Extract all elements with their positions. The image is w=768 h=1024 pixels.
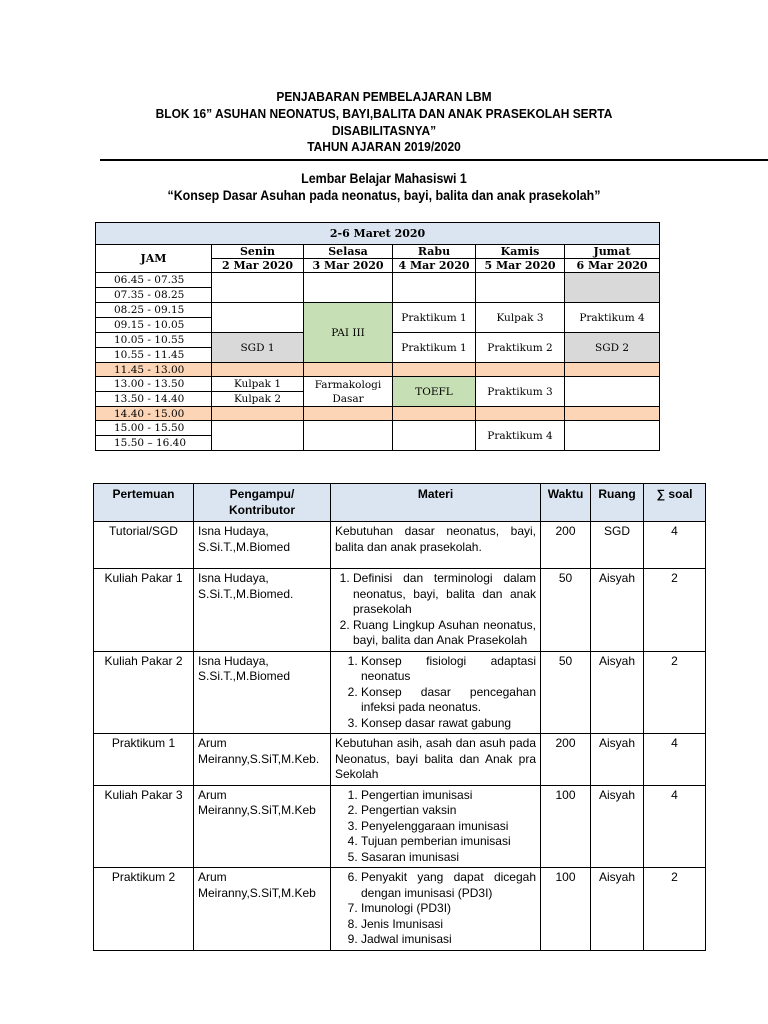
class-sgd-2: SGD 2	[565, 333, 660, 363]
dasar-label: Dasar	[332, 392, 364, 405]
empty-cell	[212, 303, 304, 333]
cell-materi	[331, 569, 541, 652]
class-praktikum-1: Praktikum 1	[393, 303, 476, 333]
table-row	[94, 868, 706, 951]
col-header-waktu: Waktu	[541, 484, 591, 522]
table-row	[94, 522, 706, 569]
doc-title-line-1: PENJABARAN PEMBELAJARAN LBM	[276, 89, 492, 104]
cell-pertemuan: Kuliah Pakar 2	[94, 651, 194, 734]
cell-ruang: Aisyah	[591, 734, 644, 786]
break-cell	[565, 407, 660, 421]
empty-cell	[304, 421, 393, 451]
class-pai-iii: PAI III	[304, 303, 393, 363]
cell-waktu: 200	[541, 522, 591, 569]
table-row	[94, 569, 706, 652]
doc-title-line-2: BLOK 16” ASUHAN NEONATUS, BAYI,BALITA DAN ANAK PRASEKOLAH SERTA	[155, 106, 613, 121]
cell-pengampu: Isna Hudaya, S.Si.T.,M.Biomed.	[194, 569, 331, 652]
class-sgd-1: SGD 1	[212, 333, 304, 363]
cell-soal: 2	[644, 569, 706, 652]
materi-item: 1. Definisi dan terminologi dalam neonatus, bayi, balita dan anak prasekolah	[353, 571, 536, 618]
materi-item: 4. Tujuan pemberian imunisasi	[361, 834, 536, 850]
cell-waktu: 50	[541, 569, 591, 652]
empty-cell	[393, 421, 476, 451]
empty-cell	[393, 273, 476, 303]
class-praktikum-2: Praktikum 2	[476, 333, 565, 363]
time-slot: 10.55 - 11.45	[96, 348, 212, 363]
time-slot: 09.15 - 10.05	[96, 318, 212, 333]
col-header-materi: Materi	[331, 484, 541, 522]
cell-waktu: 100	[541, 868, 591, 951]
class-praktikum-4: Praktikum 4	[565, 303, 660, 333]
cell-pertemuan: Kuliah Pakar 1	[94, 569, 194, 652]
cell-pengampu: Arum Meiranny,S.SiT,M.Keb	[194, 785, 331, 868]
day-date: 6 Mar 2020	[565, 259, 660, 273]
break-cell	[304, 363, 393, 377]
header-divider	[100, 159, 768, 161]
col-header-pertemuan: Pertemuan	[94, 484, 194, 522]
cell-pengampu: Arum Meiranny,S.SiT,M.Keb	[194, 868, 331, 951]
break-cell	[393, 363, 476, 377]
empty-cell	[565, 421, 660, 451]
cell-pertemuan: Kuliah Pakar 3	[94, 785, 194, 868]
class-kulpak-3: Kulpak 3	[476, 303, 565, 333]
empty-cell	[565, 273, 660, 303]
materi-item: 3. Penyelenggaraan imunisasi	[361, 819, 536, 835]
break-slot: 11.45 - 13.00	[96, 363, 212, 377]
cell-materi: Kebutuhan asih, asah dan asuh pada Neonatus, bayi balita dan Anak pra Sekolah	[331, 734, 541, 786]
col-header-ruang: Ruang	[591, 484, 644, 522]
cell-soal: 4	[644, 785, 706, 868]
materi-item: 7. Imunologi (PD3I)	[361, 901, 536, 917]
day-date: 3 Mar 2020	[304, 259, 393, 273]
time-slot: 13.00 - 13.50	[96, 377, 212, 392]
materi-item: 8. Jenis Imunisasi	[361, 917, 536, 933]
day-name: Selasa	[304, 245, 393, 259]
day-name: Jumat	[565, 245, 660, 259]
materi-item: 2. Konsep dasar pencegahan infeksi pada neonatus.	[361, 685, 536, 716]
time-slot: 10.05 - 10.55	[96, 333, 212, 348]
sheet-topic: “Konsep Dasar Asuhan pada neonatus, bayi, balita dan anak prasekolah”	[167, 188, 601, 203]
cell-pengampu: Arum Meiranny,S.SiT,M.Keb.	[194, 734, 331, 786]
empty-cell	[212, 421, 304, 451]
materi-item: 5. Sasaran imunisasi	[361, 850, 536, 866]
cell-ruang: Aisyah	[591, 785, 644, 868]
materi-item: 1. Pengertian imunisasi	[361, 788, 536, 804]
cell-waktu: 50	[541, 651, 591, 734]
farmakologi-label: Farmakologi	[314, 378, 382, 391]
class-praktikum-3: Praktikum 3	[476, 377, 565, 407]
materi-item: 9. Jadwal imunisasi	[361, 932, 536, 948]
class-farmakologi-dasar	[304, 377, 393, 407]
class-kulpak-2: Kulpak 2	[212, 392, 304, 407]
table-row	[94, 651, 706, 734]
cell-materi: Kebutuhan dasar neonatus, bayi, balita dan anak prasekolah.	[331, 522, 541, 569]
cell-ruang: SGD	[591, 522, 644, 569]
materi-item: 2. Pengertian vaksin	[361, 803, 536, 819]
break-cell	[304, 407, 393, 421]
empty-cell	[565, 377, 660, 407]
break-cell	[476, 363, 565, 377]
schedule-table	[95, 222, 660, 451]
day-name: Kamis	[476, 245, 565, 259]
time-slot: 15.50 – 16.40	[96, 436, 212, 451]
class-praktikum-1: Praktikum 1	[393, 333, 476, 363]
cell-materi	[331, 651, 541, 734]
cell-pengampu: Isna Hudaya, S.Si.T.,M.Biomed	[194, 651, 331, 734]
materi-item: 3. Konsep dasar rawat gabung	[361, 716, 536, 732]
class-praktikum-4: Praktikum 4	[476, 421, 565, 451]
break-cell	[476, 407, 565, 421]
time-slot: 15.00 - 15.50	[96, 421, 212, 436]
empty-cell	[476, 273, 565, 303]
cell-materi	[331, 785, 541, 868]
meeting-detail-table	[93, 483, 706, 951]
break-cell	[565, 363, 660, 377]
cell-soal: 4	[644, 734, 706, 786]
materi-item: 1. Konsep fisiologi adaptasi neonatus	[361, 654, 536, 685]
table-row	[94, 734, 706, 786]
col-header-pengampu: Pengampu/ Kontributor	[194, 484, 331, 522]
day-name: Senin	[212, 245, 304, 259]
time-slot: 07.35 - 08.25	[96, 288, 212, 303]
break-cell	[393, 407, 476, 421]
cell-ruang: Aisyah	[591, 651, 644, 734]
cell-materi	[331, 868, 541, 951]
cell-waktu: 100	[541, 785, 591, 868]
class-toefl: TOEFL	[393, 377, 476, 407]
day-date: 5 Mar 2020	[476, 259, 565, 273]
cell-pertemuan: Praktikum 2	[94, 868, 194, 951]
schedule-week: 2-6 Maret 2020	[96, 223, 660, 245]
day-date: 2 Mar 2020	[212, 259, 304, 273]
break-cell	[212, 363, 304, 377]
empty-cell	[212, 273, 304, 303]
cell-pertemuan: Tutorial/SGD	[94, 522, 194, 569]
class-kulpak-1: Kulpak 1	[212, 377, 304, 392]
jam-header: JAM	[96, 245, 212, 273]
cell-pertemuan: Praktikum 1	[94, 734, 194, 786]
day-date: 4 Mar 2020	[393, 259, 476, 273]
break-cell	[212, 407, 304, 421]
time-slot: 13.50 - 14.40	[96, 392, 212, 407]
cell-soal: 2	[644, 868, 706, 951]
day-name: Rabu	[393, 245, 476, 259]
materi-item: 6. Penyakit yang dapat dicegah dengan imunisasi (PD3I)	[361, 870, 536, 901]
cell-pengampu: Isna Hudaya, S.Si.T.,M.Biomed	[194, 522, 331, 569]
col-header-soal: ∑ soal	[644, 484, 706, 522]
empty-cell	[304, 273, 393, 303]
time-slot: 06.45 - 07.35	[96, 273, 212, 288]
time-slot: 08.25 - 09.15	[96, 303, 212, 318]
table-row	[94, 785, 706, 868]
sheet-title: Lembar Belajar Mahasiswi 1	[301, 171, 467, 186]
cell-ruang: Aisyah	[591, 569, 644, 652]
cell-waktu: 200	[541, 734, 591, 786]
cell-soal: 4	[644, 522, 706, 569]
cell-soal: 2	[644, 651, 706, 734]
break-slot: 14.40 - 15.00	[96, 407, 212, 421]
doc-title-line-4: TAHUN AJARAN 2019/2020	[307, 139, 461, 154]
cell-ruang: Aisyah	[591, 868, 644, 951]
materi-item: 2. Ruang Lingkup Asuhan neonatus, bayi, balita dan Anak Prasekolah	[353, 618, 536, 649]
doc-title-line-3: DISABILITASNYA”	[331, 123, 437, 138]
